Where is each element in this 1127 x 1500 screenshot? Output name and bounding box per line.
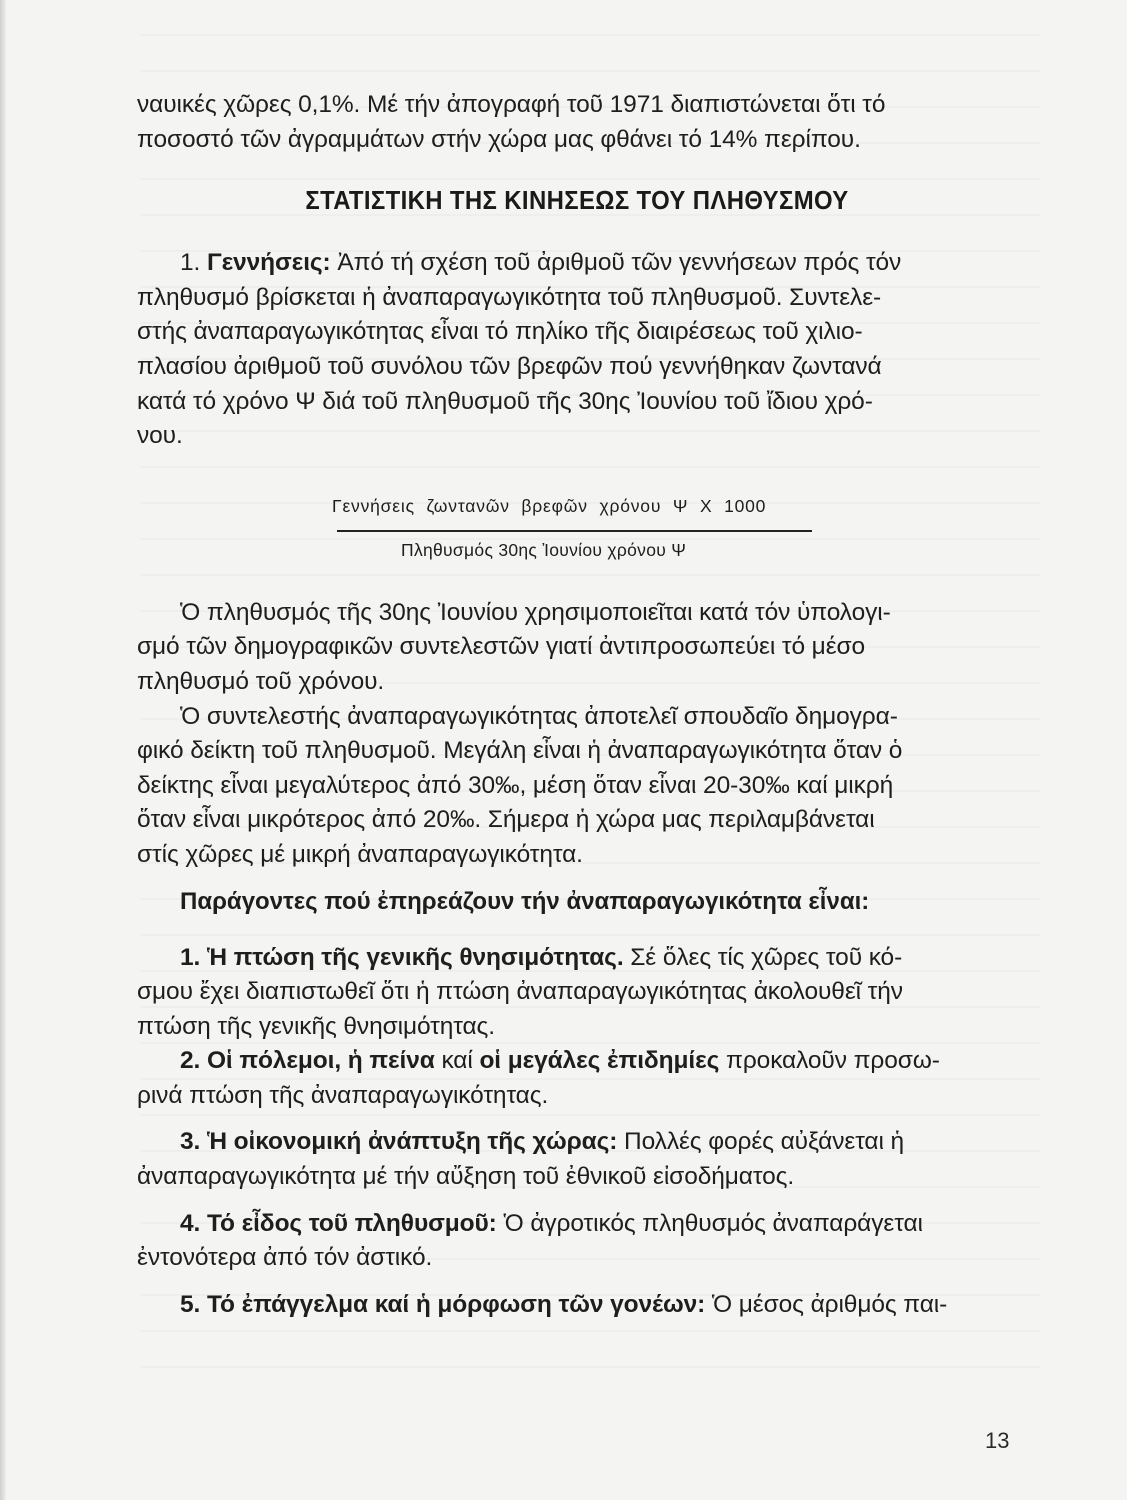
factor-title: Τό ἐπάγγελμα καί ἡ μόρφωση τῶν γονέων: — [206, 1290, 706, 1318]
formula-numerator: Γεννήσεις ζωντανῶν βρεφῶν χρόνου Ψ Χ 1000 — [332, 495, 767, 516]
factor-title: Τό εἶδος τοῦ πληθυσμοῦ: — [206, 1209, 497, 1237]
section-title: ΣΤΑΤΙΣΤΙΚΗ ΤΗΣ ΚΙΝΗΣΕΩΣ ΤΟΥ ΠΛΗΘΥΣΜΟΥ — [305, 185, 849, 216]
factor-title: Ἡ οἰκονομική ἀνάπτυξη τῆς χώρας: — [206, 1128, 618, 1156]
births-line: νου. — [137, 422, 183, 450]
births-number: 1. — [180, 249, 201, 277]
births-line: στής ἀναπαραγωγικότητας εἶναι τό πηλίκο τῆς διαιρέσεως τοῦ χιλιο- — [137, 318, 863, 346]
factor-conjunction: καί — [441, 1047, 473, 1075]
coefficient-paragraph-line: στίς χῶρες μέ μικρή ἀναπαραγωγικότητα. — [137, 840, 583, 868]
june-paragraph-line: πληθυσμό τοῦ χρόνου. — [137, 667, 385, 695]
coefficient-paragraph-line: δείκτης εἶναι μεγαλύτερος ἀπό 30‰, μέση ὅταν εἶναι 20-30‰ καί μικρή — [137, 771, 894, 799]
factor-number: 5. — [180, 1290, 201, 1318]
factor-number: 2. — [180, 1047, 201, 1075]
coefficient-paragraph-line: ὅταν εἶναι μικρότερος ἀπό 20‰. Σήμερα ἡ χώρα μας περιλαμβάνεται — [137, 806, 875, 834]
factor-2-first-line — [137, 1044, 1017, 1079]
births-label: Γεννήσεις: — [206, 249, 331, 277]
factor-number: 4. — [180, 1209, 201, 1237]
factor-title-a: Οἱ πόλεμοι, ἡ πείνα — [206, 1047, 435, 1075]
births-line: κατά τό χρόνο Ψ διά τοῦ πληθυσμοῦ τῆς 30ης Ἰουνίου τοῦ ἴδιου χρό- — [137, 387, 873, 415]
factor-number: 1. — [180, 943, 201, 971]
june-paragraph-line: Ὁ πληθυσμός τῆς 30ης Ἰουνίου χρησιμοποιεῖται κατά τόν ὑπολογι- — [180, 598, 891, 626]
births-line: πληθυσμό βρίσκεται ἡ ἀναπαραγωγικότητα τοῦ πληθυσμοῦ. Συντελε- — [137, 283, 882, 311]
factor-text: προκαλοῦν προσω- — [726, 1047, 940, 1075]
formula-denominator: Πληθυσμός 30ης Ἰουνίου χρόνου Ψ — [401, 539, 687, 560]
factor-1-first-line — [137, 941, 1017, 976]
births-first-line — [137, 246, 1017, 281]
factor-1-line: πτώση τῆς γενικῆς θνησιμότητας. — [137, 1012, 495, 1040]
factor-title: Ἡ πτώση τῆς γενικῆς θνησιμότητας. — [206, 943, 624, 971]
factor-text: Πολλές φορές αὐξάνεται ἡ — [624, 1128, 905, 1156]
coefficient-paragraph-line: Ὁ συντελεστής ἀναπαραγωγικότητας ἀποτελεῖ σπουδαῖο δημογρα- — [180, 702, 898, 730]
factor-1-line: σμου ἔχει διαπιστωθεῖ ὅτι ἡ πτώση ἀναπαραγωγικότητας ἀκολουθεῖ τήν — [137, 978, 903, 1006]
births-first-text: Ἀπό τή σχέση τοῦ ἀριθμοῦ τῶν γεννήσεων πρός τόν — [337, 249, 902, 277]
page-body — [137, 88, 1017, 1322]
factor-3-first-line — [137, 1125, 1017, 1160]
intro-line: ποσοστό τῶν ἀγραμμάτων στήν χώρα μας φθάνει τό 14% περίπου. — [137, 125, 861, 153]
birth-rate-formula — [137, 496, 1017, 596]
factor-3-line: ἀναπαραγωγικότητα μέ τήν αὔξηση τοῦ ἐθνικοῦ εἰσοδήματος. — [137, 1163, 795, 1191]
factor-text: Σέ ὅλες τίς χῶρες τοῦ κό- — [630, 943, 903, 971]
fraction-bar — [337, 530, 812, 532]
coefficient-paragraph-line: φικό δείκτη τοῦ πληθυσμοῦ. Μεγάλη εἶναι ἡ ἀναπαραγωγικότητα ὅταν ὁ — [137, 737, 903, 765]
page-number: 13 — [985, 1428, 1010, 1453]
factor-2-line: ρινά πτώση τῆς ἀναπαραγωγικότητας. — [137, 1081, 549, 1109]
june-paragraph-line: σμό τῶν δημογραφικῶν συντελεστῶν γιατί ἀντιπροσωπεύει τό μέσο — [137, 633, 866, 661]
factor-title-b: οἱ μεγάλες ἐπιδημίες — [479, 1047, 720, 1075]
factor-number: 3. — [180, 1128, 201, 1156]
factor-4-line: ἐντονότερα ἀπό τόν ἀστικό. — [137, 1244, 433, 1272]
births-line: πλασίου ἀριθμοῦ τοῦ συνόλου τῶν βρεφῶν πού γεννήθηκαν ζωντανά — [137, 352, 882, 380]
intro-line: ναυικές χῶρες 0,1%. Μέ τήν ἀπογραφή τοῦ 1971 διαπιστώνεται ὅτι τό — [137, 91, 886, 118]
factor-5-first-line — [137, 1288, 1017, 1323]
factor-4-first-line — [137, 1207, 1017, 1242]
factor-text: Ὁ ἀγροτικός πληθυσμός ἀναπαράγεται — [503, 1209, 923, 1237]
factors-heading: Παράγοντες πού ἐπηρεάζουν τήν ἀναπαραγωγικότητα εἶναι: — [180, 887, 870, 915]
page-binding-edge — [0, 0, 6, 1500]
factor-text: Ὁ μέσος ἀριθμός παι- — [711, 1290, 948, 1318]
